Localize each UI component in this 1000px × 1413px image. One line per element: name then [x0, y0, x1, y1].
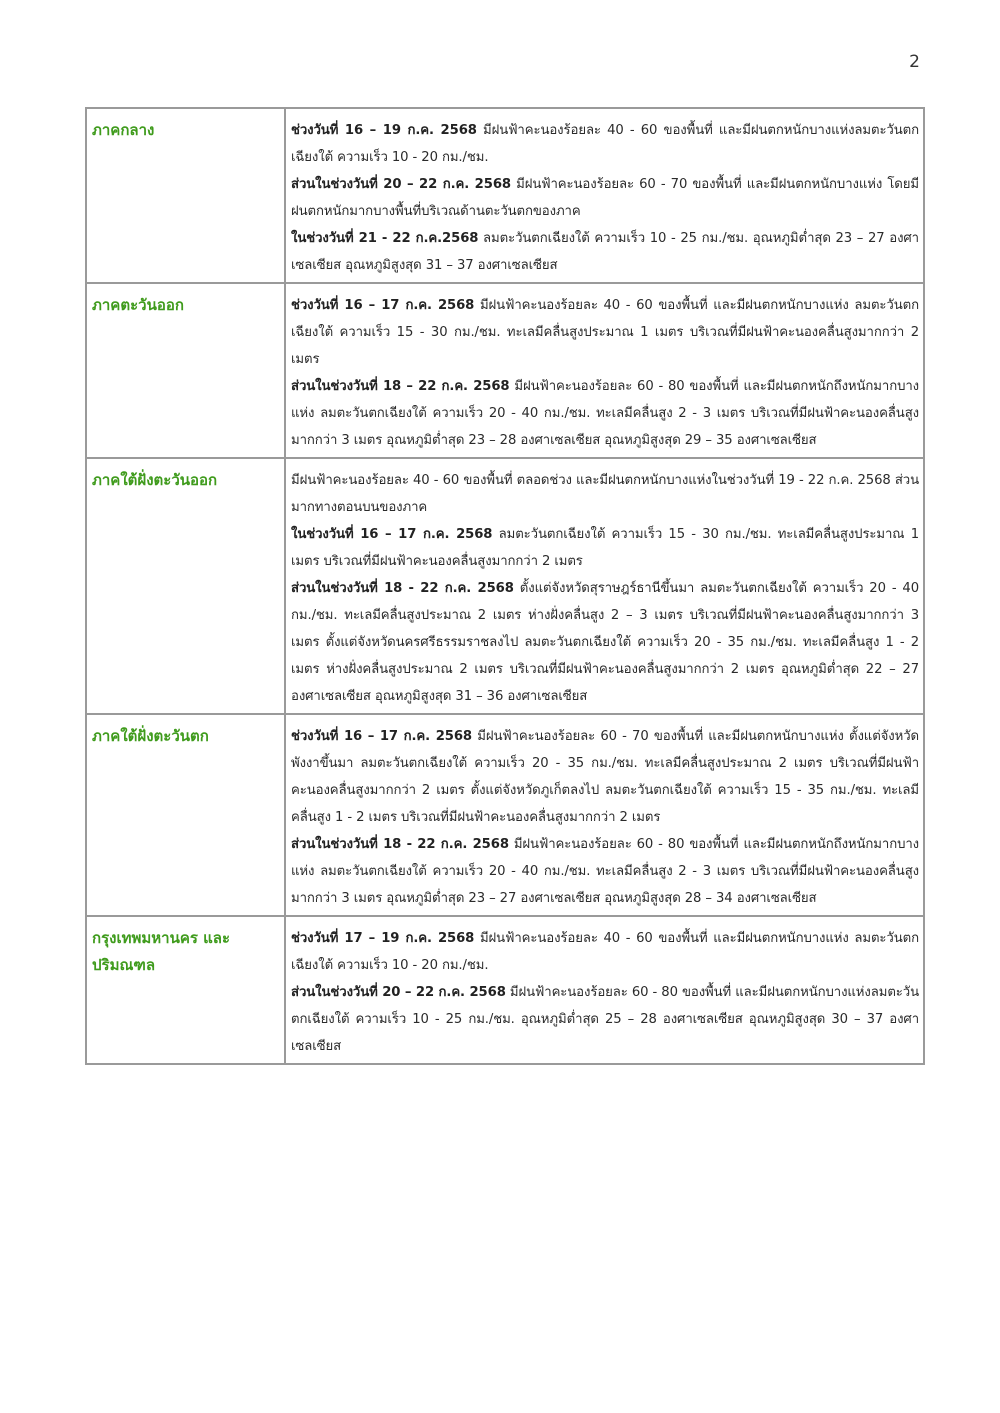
period-heading: ส่วนในช่วงวันที่ 20 – 22 ก.ค. 2568: [291, 985, 506, 1000]
period-text: มีฝนฟ้าคะนองร้อยละ 60 - 70 ของพื้นที่ และมีฝนตกหนักบางแห่ง ตั้งแต่จังหวัดพังงาขึ้นมา ลมตะวันตกเฉียงใต้ ความเร็ว 20 - 35 กม./ชม. ทะเลมีคลื่นสูงประมาณ 2 เมตร บริเวณที่มีฝนฟ้าคะนองคลื่นสูงมากกว่า 2 เมตร ตั้งแต่จังหวัดภูเก็ตลงไป ลมตะวันตกเฉียงใต้ ความเร็ว 15 - 35 กม./ชม. ทะเลมีคลื่นสูง 1 - 2 เมตร บริเวณที่มีฝนฟ้าคะนองคลื่นสูงมากกว่า 2 เมตร: [291, 729, 919, 825]
period-heading: ส่วนในช่วงวันที่ 18 – 22 ก.ค. 2568: [291, 379, 510, 394]
forecast-paragraph: [291, 831, 919, 912]
region-forecast: [285, 458, 924, 714]
forecast-paragraph: [291, 467, 919, 521]
forecast-paragraph: [291, 225, 919, 279]
region-forecast: [285, 283, 924, 458]
period-heading: ในช่วงวันที่ 21 - 22 ก.ค.2568: [291, 231, 479, 246]
period-heading: ส่วนในช่วงวันที่ 20 – 22 ก.ค. 2568: [291, 177, 511, 192]
period-text: มีฝนฟ้าคะนองร้อยละ 40 - 60 ของพื้นที่ และมีฝนตกหนักบางแห่งลมตะวันตกเฉียงใต้ ความเร็ว 10 - 20 กม./ชม.: [291, 123, 919, 165]
period-heading: ส่วนในช่วงวันที่ 18 - 22 ก.ค. 2568: [291, 837, 509, 852]
period-text: ลมตะวันตกเฉียงใต้ ความเร็ว 15 - 30 กม./ชม. ทะเลมีคลื่นสูงประมาณ 1 เมตร บริเวณที่มีฝนฟ้าคะนองคลื่นสูงมากกว่า 2 เมตร: [291, 527, 919, 569]
period-heading: ในช่วงวันที่ 16 – 17 ก.ค. 2568: [291, 527, 493, 542]
page-number: 2: [909, 52, 920, 72]
period-heading: ช่วงวันที่ 16 – 17 ก.ค. 2568: [291, 729, 473, 744]
forecast-paragraph: [291, 171, 919, 225]
forecast-paragraph: [291, 292, 919, 373]
forecast-paragraph: [291, 979, 919, 1060]
region-name: ภาคใต้ฝั่งตะวันตก: [86, 714, 285, 916]
table-row: [86, 714, 924, 916]
period-heading: ช่วงวันที่ 16 – 19 ก.ค. 2568: [291, 123, 477, 138]
period-text: มีฝนฟ้าคะนองร้อยละ 40 - 60 ของพื้นที่ ตลอดช่วง และมีฝนตกหนักบางแห่งในช่วงวันที่ 19 - 22 ก.ค. 2568 ส่วนมากทางตอนบนของภาค: [291, 473, 919, 515]
period-text: ตั้งแต่จังหวัดสุราษฎร์ธานีขึ้นมา ลมตะวันตกเฉียงใต้ ความเร็ว 20 - 40 กม./ชม. ทะเลมีคลื่นสูงประมาณ 2 เมตร ห่างฝั่งคลื่นสูง 2 – 3 เมตร บริเวณที่มีฝนฟ้าคะนองคลื่นสูงมากกว่า 3 เมตร ตั้งแต่จังหวัดนครศรีธรรมราชลงไป ลมตะวันตกเฉียงใต้ ความเร็ว 20 - 35 กม./ชม. ทะเลมีคลื่นสูง 1 - 2 เมตร ห่างฝั่งคลื่นสูงประมาณ 2 เมตร บริเวณที่มีฝนฟ้าคะนองคลื่นสูงมากกว่า 2 เมตร อุณหภูมิต่ำสุด 22 – 27 องศาเซลเซียส อุณหภูมิสูงสุด 31 – 36 องศาเซลเซียส: [291, 581, 920, 704]
table-row: [86, 108, 924, 283]
period-text: มีฝนฟ้าคะนองร้อยละ 60 - 80 ของพื้นที่ และมีฝนตกหนักถึงหนักมากบางแห่ง ลมตะวันตกเฉียงใต้ ความเร็ว 20 - 40 กม./ชม. ทะเลมีคลื่นสูง 2 - 3 เมตร บริเวณที่มีฝนฟ้าคะนองคลื่นสูงมากกว่า 3 เมตร อุณหภูมิต่ำสุด 23 – 27 องศาเซลเซียส อุณหภูมิสูงสุด 28 – 34 องศาเซลเซียส: [291, 837, 919, 906]
period-text: มีฝนฟ้าคะนองร้อยละ 40 - 60 ของพื้นที่ และมีฝนตกหนักบางแห่ง ลมตะวันตกเฉียงใต้ ความเร็ว 15 - 30 กม./ชม. ทะเลมีคลื่นสูงประมาณ 1 เมตร บริเวณที่มีฝนฟ้าคะนองคลื่นสูงมากกว่า 2 เมตร: [291, 298, 919, 367]
period-text: มีฝนฟ้าคะนองร้อยละ 60 - 80 ของพื้นที่ และมีฝนตกหนักถึงหนักมากบางแห่ง ลมตะวันตกเฉียงใต้ ความเร็ว 20 - 40 กม./ชม. ทะเลมีคลื่นสูง 2 - 3 เมตร บริเวณที่มีฝนฟ้าคะนองคลื่นสูงมากกว่า 3 เมตร อุณหภูมิต่ำสุด 23 – 28 องศาเซลเซียส อุณหภูมิสูงสุด 29 – 35 องศาเซลเซียส: [291, 379, 919, 448]
period-text: มีฝนฟ้าคะนองร้อยละ 60 - 80 ของพื้นที่ และมีฝนตกหนักบางแห่งลมตะวันตกเฉียงใต้ ความเร็ว 10 - 25 กม./ชม. อุณหภูมิต่ำสุด 25 – 28 องศาเซลเซียส อุณหภูมิสูงสุด 30 – 37 องศาเซลเซียส: [291, 985, 919, 1054]
region-name: ภาคใต้ฝั่งตะวันออก: [86, 458, 285, 714]
region-name: ภาคกลาง: [86, 108, 285, 283]
period-text: มีฝนฟ้าคะนองร้อยละ 60 - 70 ของพื้นที่ และมีฝนตกหนักบางแห่ง โดยมีฝนตกหนักมากบางพื้นที่บริเวณด้านตะวันตกของภาค: [291, 177, 919, 219]
period-heading: ส่วนในช่วงวันที่ 18 - 22 ก.ค. 2568: [291, 581, 514, 596]
region-forecast: [285, 108, 924, 283]
table-row: [86, 916, 924, 1064]
regional-forecast-table: [85, 107, 925, 1065]
region-forecast: [285, 714, 924, 916]
forecast-paragraph: [291, 575, 919, 710]
period-text: มีฝนฟ้าคะนองร้อยละ 40 - 60 ของพื้นที่ และมีฝนตกหนักบางแห่ง ลมตะวันตกเฉียงใต้ ความเร็ว 10 - 20 กม./ชม.: [291, 931, 919, 973]
forecast-paragraph: [291, 373, 919, 454]
table-row: [86, 458, 924, 714]
region-name: ภาคตะวันออก: [86, 283, 285, 458]
forecast-paragraph: [291, 521, 919, 575]
period-heading: ช่วงวันที่ 17 – 19 ก.ค. 2568: [291, 931, 475, 946]
period-heading: ช่วงวันที่ 16 – 17 ก.ค. 2568: [291, 298, 475, 313]
table-row: [86, 283, 924, 458]
forecast-paragraph: [291, 117, 919, 171]
region-name: กรุงเทพมหานคร และปริมณฑล: [86, 916, 285, 1064]
forecast-paragraph: [291, 723, 919, 831]
region-forecast: [285, 916, 924, 1064]
forecast-paragraph: [291, 925, 919, 979]
period-text: ลมตะวันตกเฉียงใต้ ความเร็ว 10 - 25 กม./ชม. อุณหภูมิต่ำสุด 23 – 27 องศาเซลเซียส อุณหภูมิสูงสุด 31 – 37 องศาเซลเซียส: [291, 231, 919, 273]
